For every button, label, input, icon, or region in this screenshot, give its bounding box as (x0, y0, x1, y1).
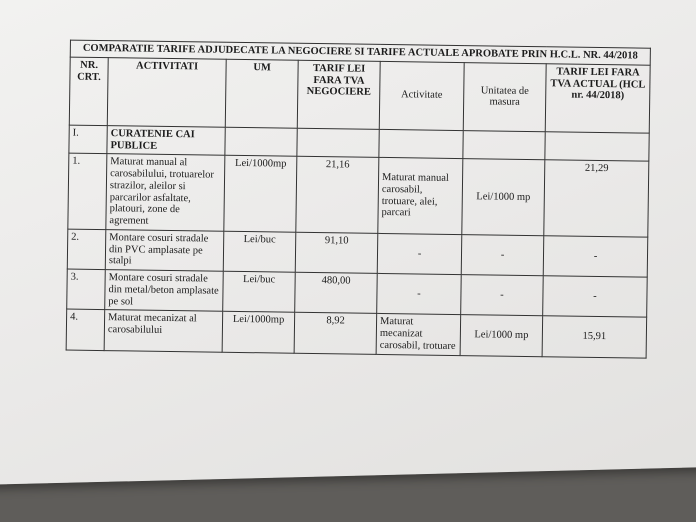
row-tarif-negociere: 21,16 (296, 157, 379, 234)
section-label: CURATENIE CAI PUBLICE (107, 125, 225, 155)
header-unitate: Unitatea de masura (463, 62, 546, 131)
row-activitate: - (377, 273, 462, 314)
row-um: Lei/1000mp (222, 311, 295, 352)
section-empty-cell (545, 131, 649, 161)
header-tarif-negociere: TARIF LEI FARA TVA NEGOCIERE (297, 60, 380, 129)
row-unitate: Lei/1000 mp (460, 315, 543, 356)
row-activitate: Maturat mecanizat carosabil, trotuare (376, 314, 461, 355)
row-unitate: - (461, 275, 544, 316)
section-empty-cell (463, 130, 545, 160)
header-activitati: ACTIVITATI (107, 57, 226, 127)
document-table-area (66, 40, 650, 359)
section-empty-cell (225, 127, 297, 157)
table-title: COMPARATIE TARIFE ADJUDECATE LA NEGOCIERE SI TARIFE ACTUALE APROBATE PRIN H.C.L. NR. 44/2018 (70, 40, 650, 65)
row-nr: 3. (67, 269, 106, 310)
table-row (66, 309, 647, 357)
row-tarif-actual: 21,29 (544, 160, 649, 237)
row-tarif-negociere: 480,00 (295, 272, 378, 313)
row-tarif-negociere: 91,10 (295, 232, 378, 273)
header-activitate: Activitate (379, 61, 464, 130)
row-um: Lei/buc (223, 271, 296, 312)
row-um: Lei/1000mp (224, 156, 297, 232)
row-tarif-actual: - (543, 235, 648, 277)
row-activitati: Montare cosuri stradale din metal/beton amplasate pe sol (105, 270, 224, 312)
section-empty-cell (379, 129, 463, 159)
row-nr: 4. (66, 309, 105, 350)
header-tarif-actual: TARIF LEI FARA TVA ACTUAL (HCL nr. 44/2018) (545, 63, 650, 132)
row-tarif-actual: - (543, 276, 648, 318)
tariff-comparison-table (66, 40, 651, 359)
section-nr: I. (69, 125, 107, 154)
row-tarif-actual: 15,91 (542, 316, 647, 358)
section-empty-cell (297, 128, 379, 158)
row-unitate: Lei/1000 mp (462, 159, 545, 236)
row-activitati: Maturat manual al carosabilului, trotuarelor strazilor, aleilor si parcarilor asfaltate, platouri, zone de agrement (106, 154, 225, 231)
row-nr: 2. (67, 229, 106, 270)
header-nr: NR. CRT. (69, 57, 108, 126)
row-activitati: Montare cosuri stradale din PVC amplasate pe stalpi (105, 229, 224, 271)
row-activitate: - (377, 233, 462, 274)
row-um: Lei/buc (223, 231, 296, 272)
header-um: UM (225, 59, 298, 128)
row-activitate: Maturat manual carosabil, trotuare, alei, parcari (378, 158, 463, 235)
table-row (68, 153, 649, 237)
row-unitate: - (461, 234, 544, 275)
row-activitati: Maturat mecanizat al carosabilului (104, 310, 223, 352)
row-tarif-negociere: 8,92 (294, 312, 377, 353)
row-nr: 1. (68, 153, 107, 229)
header-row (69, 57, 650, 133)
